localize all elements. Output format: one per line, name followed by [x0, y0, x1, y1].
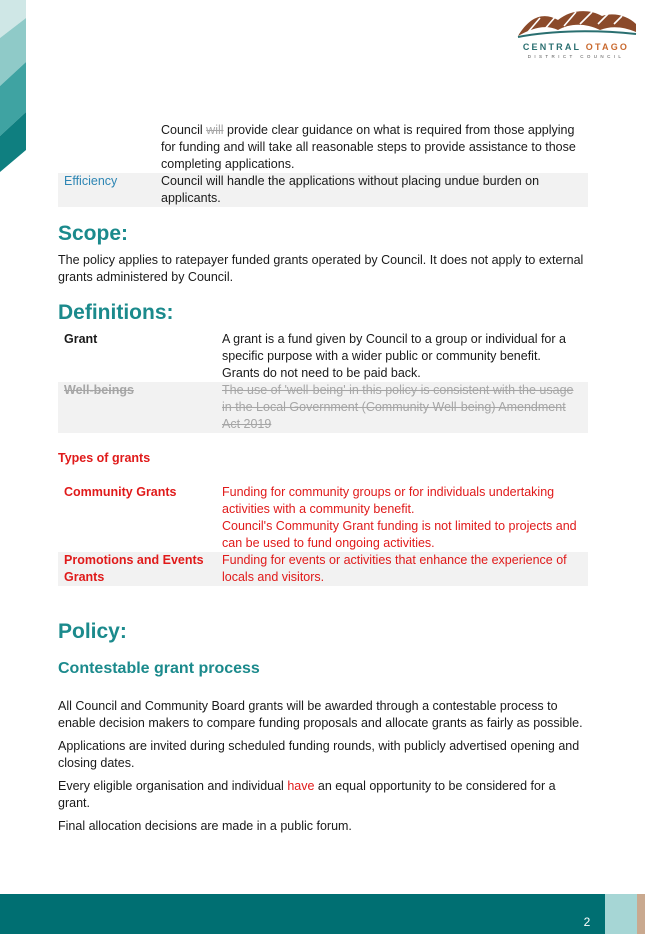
principle-row-efficiency [58, 173, 588, 207]
mountains-icon [514, 6, 638, 40]
definition-term-deleted: Well-beings [64, 383, 134, 397]
policy-paragraph: All Council and Community Board grants will be awarded through a contestable process to enable decision makers to compare funding proposals and allocate grants as fairly as possible. [58, 699, 583, 730]
decorative-side-stripes [0, 0, 26, 175]
definition-text-deleted: The use of 'well-being' in this policy is consistent with the usage in the Local Government (Community Well-being) Amendment Act 2019 [222, 383, 574, 431]
efficiency-label: Efficiency [64, 174, 118, 188]
types-of-grants-heading: Types of grants [58, 451, 151, 465]
footer-accent-light [605, 894, 637, 934]
logo-name-otago: OTAGO [585, 42, 630, 52]
page-content [58, 122, 588, 835]
paragraph-text: an equal opportunity to be considered for a grant. [58, 779, 556, 810]
page-number: 2 [583, 915, 591, 929]
paragraph-text: Every eligible organisation and individual [58, 779, 288, 793]
policy-paragraph: Final allocation decisions are made in a public forum. [58, 819, 352, 833]
definition-text: A grant is a fund given by Council to a group or individual for a specific purpose with a wider public or community benefit. Grants do not need to be paid back. [222, 332, 566, 380]
page-footer [0, 894, 645, 934]
policy-heading: Policy: [58, 620, 127, 643]
grant-type-text: Funding for events or activities that enhance the experience of locals and visitors. [222, 553, 567, 584]
grant-type-term: Promotions and Events Grants [64, 553, 204, 584]
scope-text: The policy applies to ratepayer funded grants operated by Council. It does not apply to external grants administered by Council. [58, 253, 584, 284]
definition-row-wellbeings [58, 382, 588, 433]
logo-subtitle: DISTRICT COUNCIL [527, 54, 625, 59]
policy-paragraph: Applications are invited during scheduled funding rounds, with publicly advertised opening and closing dates. [58, 739, 580, 770]
scope-heading: Scope: [58, 222, 129, 245]
logo-name-central: CENTRAL [522, 42, 586, 52]
footer-accent-tan [637, 894, 645, 934]
principle-text-prefix: Council [161, 123, 207, 137]
grant-type-row-promotions [58, 552, 588, 586]
grant-type-row-community [58, 484, 588, 552]
definitions-heading: Definitions: [58, 301, 174, 324]
grant-type-text: Funding for community groups or for individuals undertaking activities with a community benefit. [222, 485, 555, 516]
policy-paragraph [58, 778, 588, 812]
grant-type-term: Community Grants [64, 485, 177, 499]
principle-text-rest: provide clear guidance on what is required from those applying for funding and will take all reasonable steps to provide assistance to those completing applications. [161, 123, 576, 171]
central-otago-logo [514, 6, 638, 60]
definition-row-grant [58, 331, 588, 382]
deleted-word: will [206, 123, 224, 137]
definition-term: Grant [64, 332, 98, 346]
principle-row-transparency [58, 122, 588, 173]
inserted-word: have [287, 779, 315, 793]
grant-type-text-extra: Council's Community Grant funding is not limited to projects and can be used to fund ongoing activities. [222, 519, 577, 550]
efficiency-text: Council will handle the applications without placing undue burden on applicants. [161, 174, 540, 205]
contestable-process-heading: Contestable grant process [58, 660, 260, 677]
